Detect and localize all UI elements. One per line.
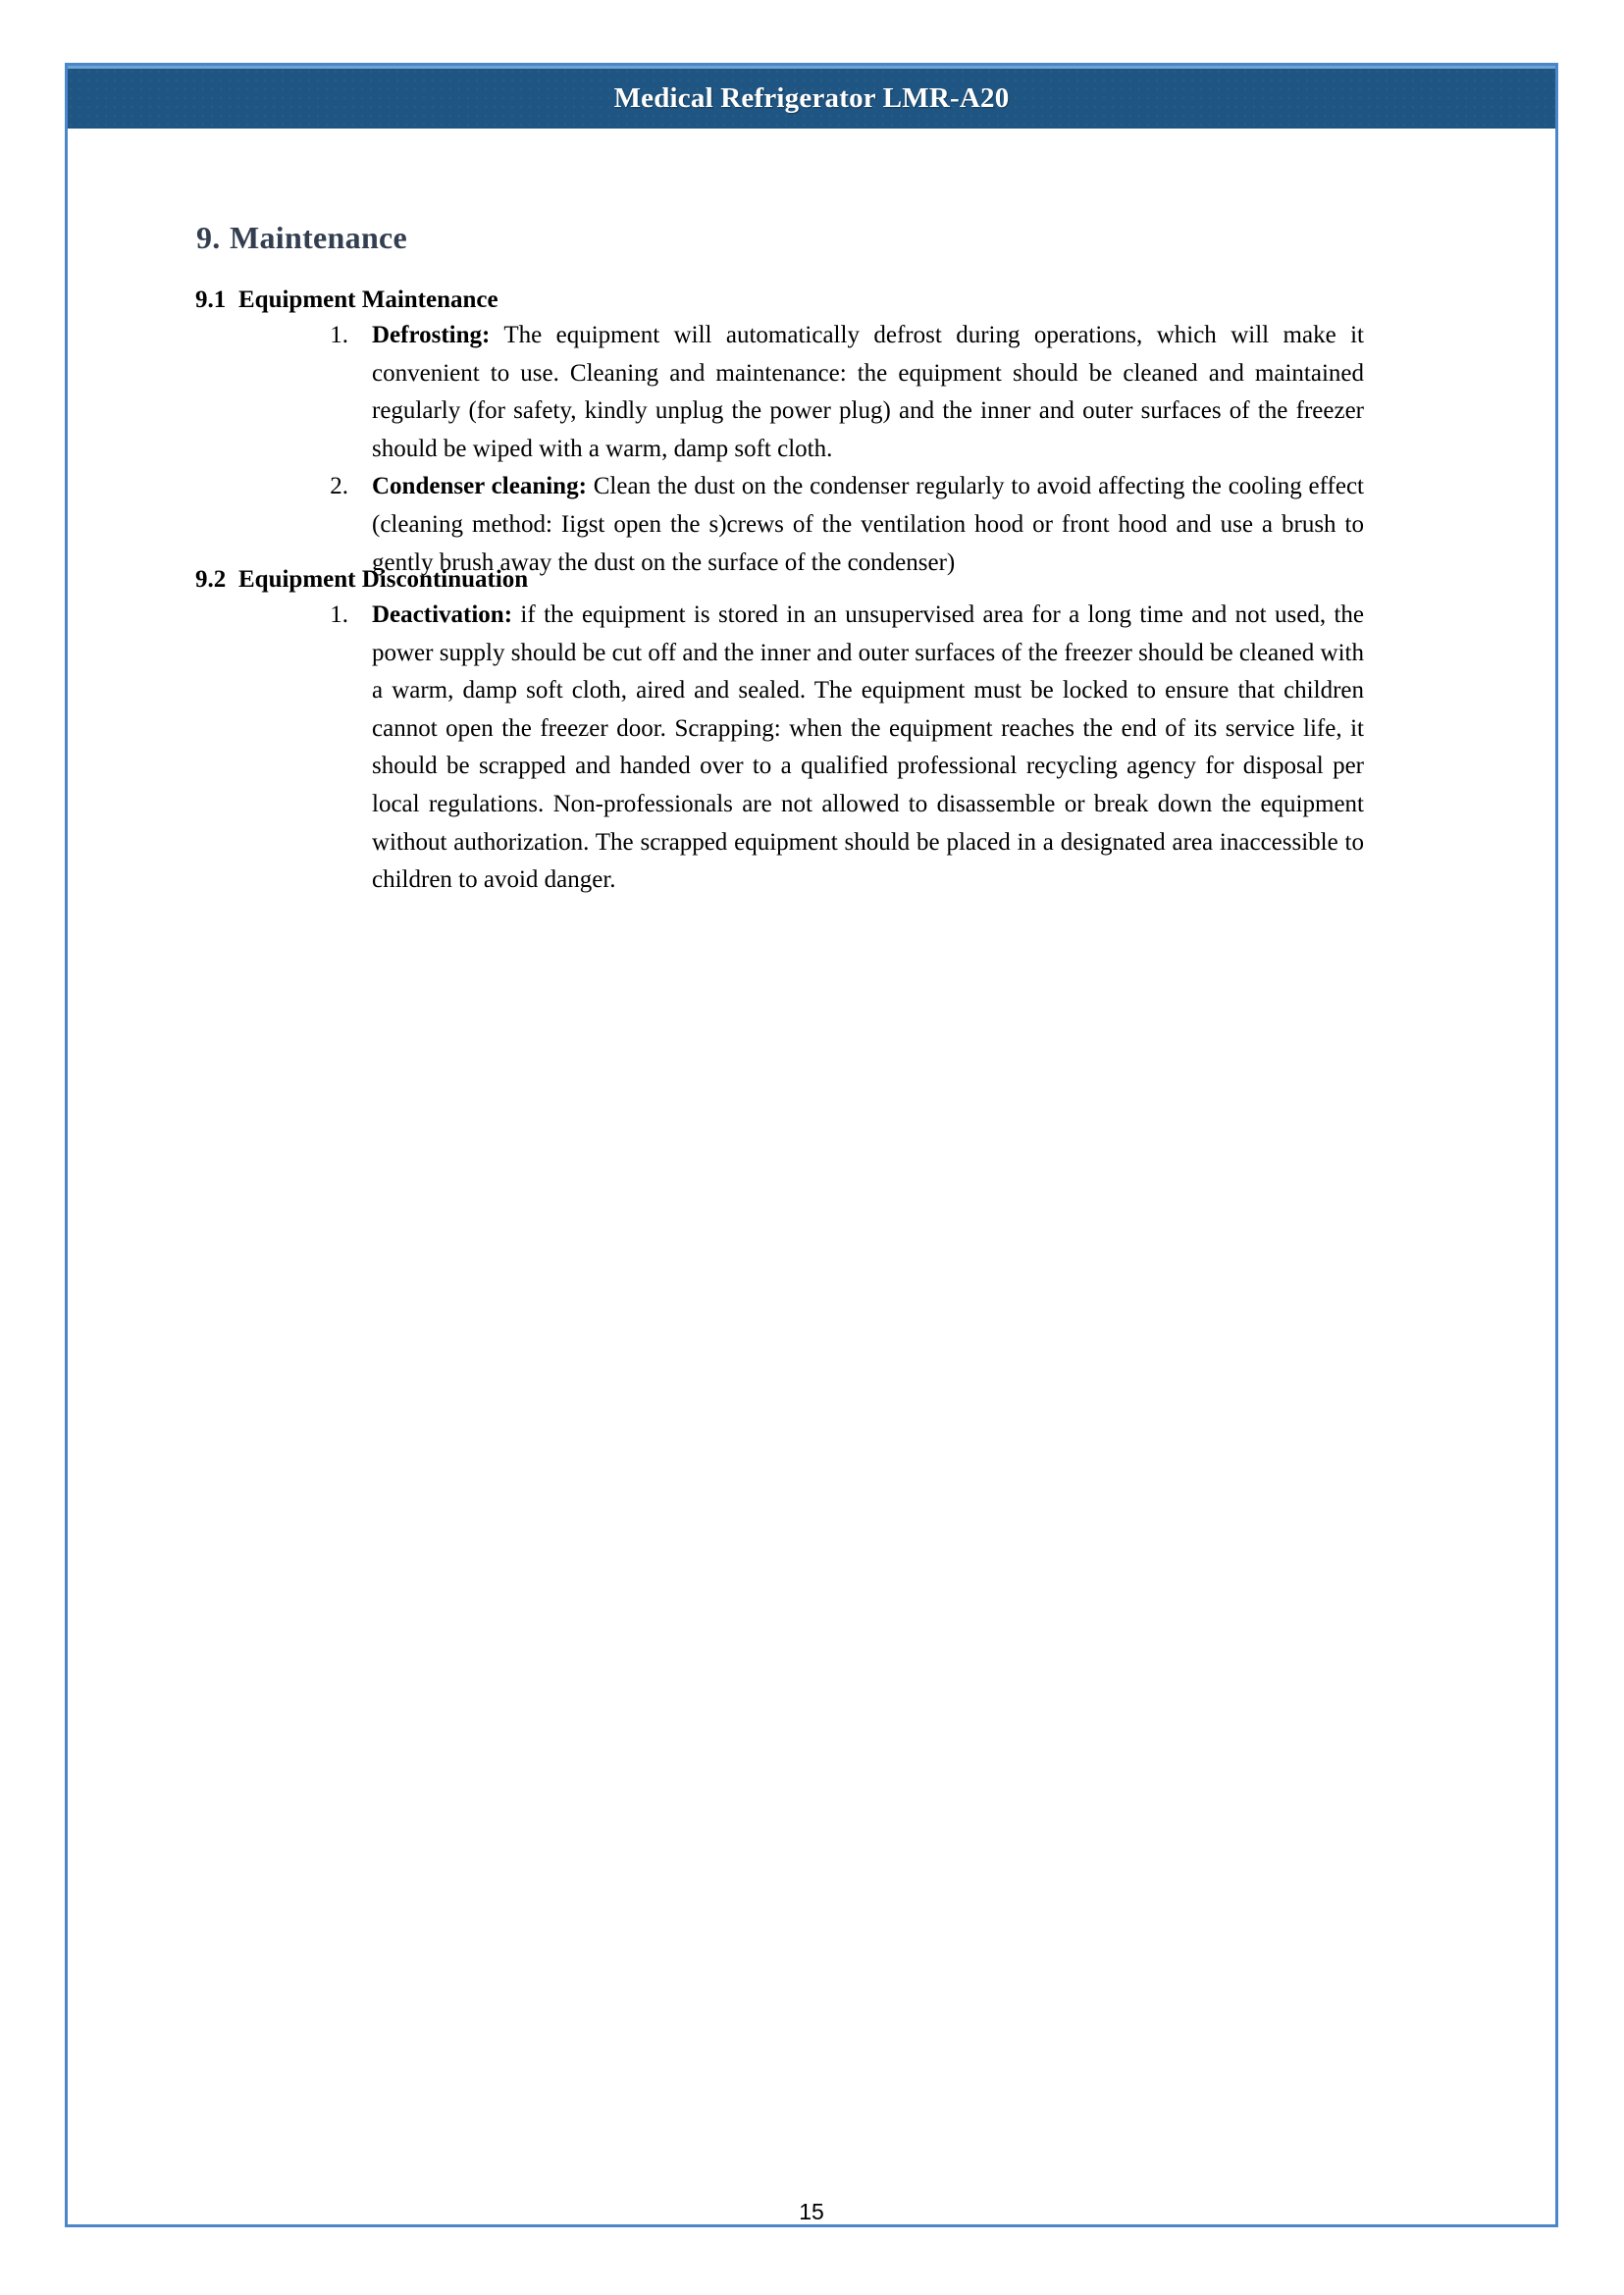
page-header-title: Medical Refrigerator LMR-A20 bbox=[613, 82, 1010, 114]
list-item-lead: Deactivation: bbox=[372, 601, 513, 628]
list-item-text bbox=[372, 468, 1364, 582]
list-item bbox=[68, 317, 1555, 468]
subsection-9-2-list bbox=[68, 597, 1555, 900]
list-item-marker: 1. bbox=[330, 322, 348, 348]
list-item-body: Clean the dust on the condenser regularly to avoid affecting the cooling effect (cleaning method: Iigst open the s)crews of the ventilation hood or front hood and use a brush to gently brush away the dust on the surface of the condenser) bbox=[372, 473, 1364, 576]
subsection-number: 9.2 bbox=[195, 566, 227, 593]
subsection-title: Equipment Discontinuation bbox=[238, 566, 529, 593]
list-item bbox=[68, 468, 1555, 582]
list-item-body: if the equipment is stored in an unsupervised area for a long time and not used, the power supply should be cut off and the inner and outer surfaces of the freezer should be cleaned with a warm, damp soft cloth, aired and sealed. The equipment must be locked to ensure that children cannot open the freezer door. Scrapping: when the equipment reaches the end of its service life, it should be scrapped and handed over to a qualified professional recycling agency for disposal per local regulations. Non-professionals are not allowed to disassemble or break down the equipment without authorization. The scrapped equipment should be placed in a designated area inaccessible to children to avoid danger. bbox=[372, 601, 1364, 894]
subsection-number: 9.1 bbox=[195, 287, 227, 313]
list-item-text bbox=[372, 597, 1364, 900]
page-frame bbox=[65, 63, 1558, 2227]
list-item-body: The equipment will automatically defrost during operations, which will make it convenient to use. Cleaning and maintenance: the equipment should be cleaned and maintained regularly (for safety, kindly unplug the power plug) and the inner and outer surfaces of the freezer should be wiped with a warm, damp soft cloth. bbox=[372, 322, 1364, 462]
subsection-heading-9-2 bbox=[195, 566, 528, 594]
subsection-title: Equipment Maintenance bbox=[238, 287, 498, 313]
subsection-heading-9-1 bbox=[195, 287, 498, 314]
subsection-9-1-list bbox=[68, 317, 1555, 582]
page-header-banner bbox=[68, 66, 1555, 129]
page-content bbox=[68, 129, 1555, 2224]
section-title: Maintenance bbox=[230, 220, 408, 255]
section-number: 9. bbox=[196, 220, 221, 255]
list-item-lead: Condenser cleaning: bbox=[372, 473, 587, 500]
list-item-text bbox=[372, 317, 1364, 468]
section-heading-9 bbox=[196, 220, 407, 256]
list-item bbox=[68, 597, 1555, 900]
list-item-lead: Defrosting: bbox=[372, 322, 491, 348]
footer-page-number: 15 bbox=[799, 2199, 824, 2224]
list-item-marker: 1. bbox=[330, 601, 348, 628]
list-item-marker: 2. bbox=[330, 473, 348, 500]
